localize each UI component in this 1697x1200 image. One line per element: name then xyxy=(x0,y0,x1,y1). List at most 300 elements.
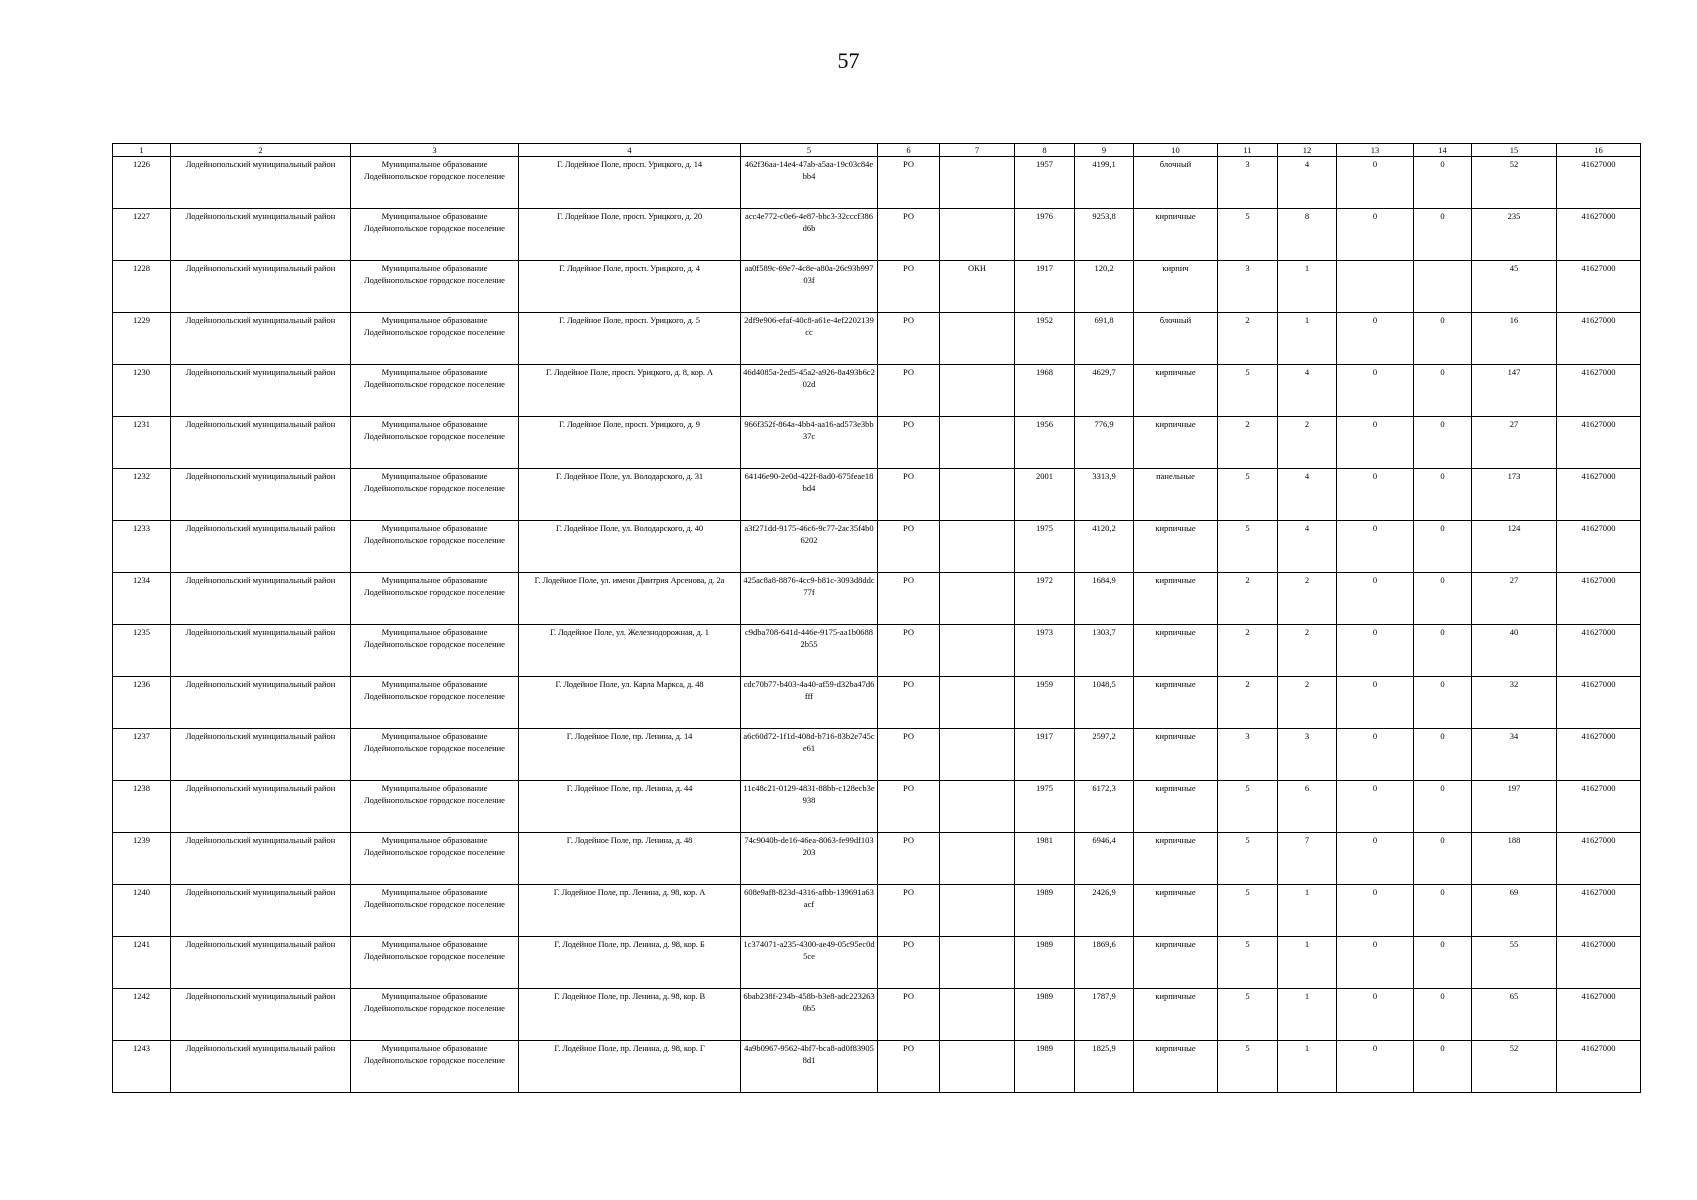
cell-object-id: aa0f589c-69e7-4c8e-a80a-26c93b99703f xyxy=(741,261,878,313)
cell-row-number: 1227 xyxy=(113,209,171,261)
cell-area: 1684,9 xyxy=(1075,573,1134,625)
cell-municipality: Муниципальное образование Лодейнопольское городское поселение xyxy=(351,157,519,209)
cell-wall-material: кирпичные xyxy=(1134,833,1218,885)
table-row xyxy=(113,885,1641,937)
cell-address: Г. Лодейное Поле, просп. Урицкого, д. 8, кор. А xyxy=(519,365,741,417)
cell-address: Г. Лодейное Поле, просп. Урицкого, д. 5 xyxy=(519,313,741,365)
cell-floors: 5 xyxy=(1218,521,1278,573)
cell-row-number: 1242 xyxy=(113,989,171,1041)
cell-object-id: 966f352f-864a-4bb4-aa16-ad573e3bb37c xyxy=(741,417,878,469)
cell-col-14: 0 xyxy=(1414,729,1472,781)
cell-district: Лодейнопольский муниципальный район xyxy=(171,365,351,417)
table-row xyxy=(113,521,1641,573)
cell-address: Г. Лодейное Поле, пр. Ленина, д. 98, кор. А xyxy=(519,885,741,937)
cell-floors: 2 xyxy=(1218,417,1278,469)
cell-oktmo: 41627000 xyxy=(1557,469,1641,521)
cell-col-13: 0 xyxy=(1337,833,1414,885)
cell-status xyxy=(940,885,1015,937)
cell-address: Г. Лодейное Поле, ул. имени Дмитрия Арсенова, д. 2а xyxy=(519,573,741,625)
cell-build-year: 1959 xyxy=(1015,677,1075,729)
cell-floors: 5 xyxy=(1218,209,1278,261)
cell-residents: 52 xyxy=(1472,1041,1557,1093)
cell-address: Г. Лодейное Поле, пр. Ленина, д. 44 xyxy=(519,781,741,833)
cell-wall-material: кирпичные xyxy=(1134,521,1218,573)
cell-row-number: 1231 xyxy=(113,417,171,469)
cell-municipality: Муниципальное образование Лодейнопольское городское поселение xyxy=(351,521,519,573)
cell-build-year: 1975 xyxy=(1015,521,1075,573)
cell-district: Лодейнопольский муниципальный район xyxy=(171,209,351,261)
cell-area: 3313,9 xyxy=(1075,469,1134,521)
cell-residents: 27 xyxy=(1472,417,1557,469)
cell-wall-material: кирпичные xyxy=(1134,625,1218,677)
cell-oktmo: 41627000 xyxy=(1557,1041,1641,1093)
table-row xyxy=(113,833,1641,885)
cell-build-year: 1989 xyxy=(1015,989,1075,1041)
cell-build-year: 1917 xyxy=(1015,261,1075,313)
cell-row-number: 1237 xyxy=(113,729,171,781)
column-header-8: 8 xyxy=(1015,144,1075,157)
cell-wall-material: кирпичные xyxy=(1134,937,1218,989)
cell-build-year: 1957 xyxy=(1015,157,1075,209)
cell-row-number: 1234 xyxy=(113,573,171,625)
column-header-6: 6 xyxy=(878,144,940,157)
cell-object-id: c9dba708-641d-446e-9175-aa1b06882b55 xyxy=(741,625,878,677)
table-row xyxy=(113,313,1641,365)
cell-floors: 5 xyxy=(1218,781,1278,833)
cell-row-number: 1236 xyxy=(113,677,171,729)
column-header-7: 7 xyxy=(940,144,1015,157)
cell-oktmo: 41627000 xyxy=(1557,261,1641,313)
cell-residents: 40 xyxy=(1472,625,1557,677)
cell-status xyxy=(940,937,1015,989)
cell-wall-material: кирпичные xyxy=(1134,209,1218,261)
cell-municipality: Муниципальное образование Лодейнопольское городское поселение xyxy=(351,417,519,469)
cell-residents: 55 xyxy=(1472,937,1557,989)
cell-floors: 2 xyxy=(1218,313,1278,365)
cell-entrances: 2 xyxy=(1278,625,1337,677)
column-header-1: 1 xyxy=(113,144,171,157)
cell-oktmo: 41627000 xyxy=(1557,625,1641,677)
cell-oktmo: 41627000 xyxy=(1557,833,1641,885)
column-header-13: 13 xyxy=(1337,144,1414,157)
cell-row-number: 1241 xyxy=(113,937,171,989)
cell-col-13: 0 xyxy=(1337,417,1414,469)
cell-area: 6946,4 xyxy=(1075,833,1134,885)
cell-municipality: Муниципальное образование Лодейнопольское городское поселение xyxy=(351,729,519,781)
cell-municipality: Муниципальное образование Лодейнопольское городское поселение xyxy=(351,781,519,833)
cell-wall-material: кирпичные xyxy=(1134,885,1218,937)
cell-build-year: 1956 xyxy=(1015,417,1075,469)
cell-district: Лодейнопольский муниципальный район xyxy=(171,573,351,625)
cell-col-14: 0 xyxy=(1414,937,1472,989)
cell-floors: 5 xyxy=(1218,989,1278,1041)
cell-status xyxy=(940,625,1015,677)
cell-municipality: Муниципальное образование Лодейнопольское городское поселение xyxy=(351,885,519,937)
cell-program: РО xyxy=(878,1041,940,1093)
cell-address: Г. Лодейное Поле, просп. Урицкого, д. 14 xyxy=(519,157,741,209)
cell-col-13: 0 xyxy=(1337,313,1414,365)
cell-build-year: 1975 xyxy=(1015,781,1075,833)
cell-col-14: 0 xyxy=(1414,365,1472,417)
cell-district: Лодейнопольский муниципальный район xyxy=(171,729,351,781)
column-header-16: 16 xyxy=(1557,144,1641,157)
cell-col-13: 0 xyxy=(1337,521,1414,573)
cell-entrances: 4 xyxy=(1278,469,1337,521)
cell-object-id: acc4e772-c0e6-4e87-bbc3-32cccf386d6b xyxy=(741,209,878,261)
cell-floors: 5 xyxy=(1218,365,1278,417)
cell-oktmo: 41627000 xyxy=(1557,989,1641,1041)
table-row xyxy=(113,781,1641,833)
cell-status xyxy=(940,365,1015,417)
cell-residents: 45 xyxy=(1472,261,1557,313)
cell-floors: 5 xyxy=(1218,885,1278,937)
column-header-14: 14 xyxy=(1414,144,1472,157)
cell-build-year: 1981 xyxy=(1015,833,1075,885)
cell-floors: 2 xyxy=(1218,625,1278,677)
cell-object-id: a3f271dd-9175-46c6-9c77-2ac35f4b06202 xyxy=(741,521,878,573)
table-row xyxy=(113,365,1641,417)
cell-col-14: 0 xyxy=(1414,677,1472,729)
cell-residents: 173 xyxy=(1472,469,1557,521)
cell-col-13: 0 xyxy=(1337,157,1414,209)
cell-entrances: 2 xyxy=(1278,573,1337,625)
cell-area: 2426,9 xyxy=(1075,885,1134,937)
cell-row-number: 1235 xyxy=(113,625,171,677)
cell-entrances: 1 xyxy=(1278,937,1337,989)
table-row xyxy=(113,261,1641,313)
cell-wall-material: панельные xyxy=(1134,469,1218,521)
cell-col-13: 0 xyxy=(1337,677,1414,729)
cell-district: Лодейнопольский муниципальный район xyxy=(171,625,351,677)
cell-address: Г. Лодейное Поле, ул. Володарского, д. 31 xyxy=(519,469,741,521)
cell-oktmo: 41627000 xyxy=(1557,157,1641,209)
cell-floors: 2 xyxy=(1218,573,1278,625)
column-number-row xyxy=(113,144,1641,157)
cell-oktmo: 41627000 xyxy=(1557,937,1641,989)
cell-status xyxy=(940,573,1015,625)
cell-address: Г. Лодейное Поле, ул. Володарского, д. 40 xyxy=(519,521,741,573)
cell-residents: 34 xyxy=(1472,729,1557,781)
cell-status: ОКН xyxy=(940,261,1015,313)
cell-col-13: 0 xyxy=(1337,781,1414,833)
cell-col-14: 0 xyxy=(1414,625,1472,677)
cell-build-year: 1968 xyxy=(1015,365,1075,417)
cell-program: РО xyxy=(878,573,940,625)
cell-col-14: 0 xyxy=(1414,781,1472,833)
cell-col-14: 0 xyxy=(1414,1041,1472,1093)
cell-residents: 197 xyxy=(1472,781,1557,833)
cell-oktmo: 41627000 xyxy=(1557,781,1641,833)
page-number: 57 xyxy=(837,48,860,73)
cell-program: РО xyxy=(878,417,940,469)
cell-build-year: 1989 xyxy=(1015,885,1075,937)
cell-area: 1303,7 xyxy=(1075,625,1134,677)
cell-residents: 27 xyxy=(1472,573,1557,625)
table-row xyxy=(113,677,1641,729)
cell-municipality: Муниципальное образование Лодейнопольское городское поселение xyxy=(351,833,519,885)
cell-district: Лодейнопольский муниципальный район xyxy=(171,781,351,833)
cell-col-14: 0 xyxy=(1414,521,1472,573)
cell-area: 1787,9 xyxy=(1075,989,1134,1041)
cell-col-13 xyxy=(1337,261,1414,313)
cell-district: Лодейнопольский муниципальный район xyxy=(171,157,351,209)
table-body xyxy=(113,157,1641,1093)
cell-build-year: 1976 xyxy=(1015,209,1075,261)
cell-object-id: 6bab238f-234b-458b-b3e8-adc2232630b5 xyxy=(741,989,878,1041)
cell-municipality: Муниципальное образование Лодейнопольское городское поселение xyxy=(351,313,519,365)
cell-col-14: 0 xyxy=(1414,209,1472,261)
cell-program: РО xyxy=(878,781,940,833)
cell-municipality: Муниципальное образование Лодейнопольское городское поселение xyxy=(351,469,519,521)
cell-entrances: 1 xyxy=(1278,261,1337,313)
cell-district: Лодейнопольский муниципальный район xyxy=(171,313,351,365)
cell-residents: 65 xyxy=(1472,989,1557,1041)
cell-district: Лодейнопольский муниципальный район xyxy=(171,469,351,521)
cell-district: Лодейнопольский муниципальный район xyxy=(171,885,351,937)
cell-address: Г. Лодейное Поле, просп. Урицкого, д. 20 xyxy=(519,209,741,261)
cell-wall-material: блочный xyxy=(1134,157,1218,209)
cell-object-id: 64146e90-2e0d-422f-8ad0-675feae18bd4 xyxy=(741,469,878,521)
table-row xyxy=(113,729,1641,781)
cell-status xyxy=(940,209,1015,261)
cell-municipality: Муниципальное образование Лодейнопольское городское поселение xyxy=(351,261,519,313)
cell-entrances: 4 xyxy=(1278,365,1337,417)
cell-build-year: 1917 xyxy=(1015,729,1075,781)
cell-area: 9253,8 xyxy=(1075,209,1134,261)
cell-municipality: Муниципальное образование Лодейнопольское городское поселение xyxy=(351,937,519,989)
column-header-12: 12 xyxy=(1278,144,1337,157)
cell-program: РО xyxy=(878,313,940,365)
cell-status xyxy=(940,469,1015,521)
cell-object-id: a6c60d72-1f1d-408d-b716-83b2e745ce61 xyxy=(741,729,878,781)
column-header-3: 3 xyxy=(351,144,519,157)
cell-status xyxy=(940,989,1015,1041)
cell-col-13: 0 xyxy=(1337,989,1414,1041)
cell-col-13: 0 xyxy=(1337,937,1414,989)
cell-area: 4120,2 xyxy=(1075,521,1134,573)
cell-wall-material: кирпичные xyxy=(1134,365,1218,417)
cell-build-year: 1989 xyxy=(1015,1041,1075,1093)
cell-district: Лодейнопольский муниципальный район xyxy=(171,677,351,729)
cell-status xyxy=(940,313,1015,365)
cell-status xyxy=(940,417,1015,469)
column-header-11: 11 xyxy=(1218,144,1278,157)
cell-municipality: Муниципальное образование Лодейнопольское городское поселение xyxy=(351,573,519,625)
column-header-10: 10 xyxy=(1134,144,1218,157)
cell-object-id: 1c374071-a235-4300-ae49-05c95ec0d5ce xyxy=(741,937,878,989)
cell-row-number: 1232 xyxy=(113,469,171,521)
cell-row-number: 1229 xyxy=(113,313,171,365)
cell-wall-material: кирпичные xyxy=(1134,781,1218,833)
cell-program: РО xyxy=(878,521,940,573)
cell-floors: 3 xyxy=(1218,157,1278,209)
cell-oktmo: 41627000 xyxy=(1557,209,1641,261)
cell-entrances: 1 xyxy=(1278,989,1337,1041)
cell-build-year: 1973 xyxy=(1015,625,1075,677)
cell-status xyxy=(940,781,1015,833)
cell-area: 1048,5 xyxy=(1075,677,1134,729)
cell-wall-material: кирпичные xyxy=(1134,1041,1218,1093)
cell-floors: 5 xyxy=(1218,469,1278,521)
cell-address: Г. Лодейное Поле, пр. Ленина, д. 98, кор. В xyxy=(519,989,741,1041)
cell-col-14: 0 xyxy=(1414,573,1472,625)
cell-residents: 124 xyxy=(1472,521,1557,573)
cell-district: Лодейнопольский муниципальный район xyxy=(171,833,351,885)
cell-row-number: 1230 xyxy=(113,365,171,417)
cell-wall-material: кирпичные xyxy=(1134,729,1218,781)
cell-address: Г. Лодейное Поле, просп. Урицкого, д. 9 xyxy=(519,417,741,469)
column-header-4: 4 xyxy=(519,144,741,157)
cell-object-id: 74c9040b-de16-46ea-8063-fe99df103203 xyxy=(741,833,878,885)
cell-address: Г. Лодейное Поле, просп. Урицкого, д. 4 xyxy=(519,261,741,313)
cell-status xyxy=(940,1041,1015,1093)
cell-area: 1869,6 xyxy=(1075,937,1134,989)
cell-object-id: 608e9af8-823d-4316-afbb-139691a63acf xyxy=(741,885,878,937)
cell-object-id: 462f36aa-14e4-47ab-a5aa-19c03c84ebb4 xyxy=(741,157,878,209)
cell-program: РО xyxy=(878,677,940,729)
cell-wall-material: кирпич xyxy=(1134,261,1218,313)
cell-oktmo: 41627000 xyxy=(1557,417,1641,469)
cell-col-13: 0 xyxy=(1337,209,1414,261)
cell-residents: 16 xyxy=(1472,313,1557,365)
cell-oktmo: 41627000 xyxy=(1557,573,1641,625)
cell-municipality: Муниципальное образование Лодейнопольское городское поселение xyxy=(351,677,519,729)
cell-program: РО xyxy=(878,261,940,313)
cell-municipality: Муниципальное образование Лодейнопольское городское поселение xyxy=(351,625,519,677)
cell-area: 691,8 xyxy=(1075,313,1134,365)
cell-wall-material: кирпичные xyxy=(1134,417,1218,469)
cell-oktmo: 41627000 xyxy=(1557,365,1641,417)
cell-oktmo: 41627000 xyxy=(1557,677,1641,729)
cell-object-id: cdc70b77-b403-4a40-af59-d32ba47d6fff xyxy=(741,677,878,729)
cell-district: Лодейнопольский муниципальный район xyxy=(171,261,351,313)
cell-district: Лодейнопольский муниципальный район xyxy=(171,417,351,469)
cell-entrances: 1 xyxy=(1278,313,1337,365)
cell-entrances: 6 xyxy=(1278,781,1337,833)
cell-wall-material: кирпичные xyxy=(1134,989,1218,1041)
cell-oktmo: 41627000 xyxy=(1557,313,1641,365)
table-row xyxy=(113,209,1641,261)
cell-district: Лодейнопольский муниципальный район xyxy=(171,989,351,1041)
cell-status xyxy=(940,157,1015,209)
cell-build-year: 1989 xyxy=(1015,937,1075,989)
cell-object-id: 2df9e906-efaf-40c8-a61e-4ef2202139cc xyxy=(741,313,878,365)
cell-area: 4199,1 xyxy=(1075,157,1134,209)
cell-program: РО xyxy=(878,209,940,261)
cell-col-14: 0 xyxy=(1414,469,1472,521)
cell-col-14: 0 xyxy=(1414,885,1472,937)
cell-col-13: 0 xyxy=(1337,365,1414,417)
cell-status xyxy=(940,729,1015,781)
cell-col-14: 0 xyxy=(1414,157,1472,209)
cell-status xyxy=(940,521,1015,573)
cell-col-13: 0 xyxy=(1337,625,1414,677)
cell-row-number: 1239 xyxy=(113,833,171,885)
cell-district: Лодейнопольский муниципальный район xyxy=(171,521,351,573)
cell-residents: 235 xyxy=(1472,209,1557,261)
cell-build-year: 1972 xyxy=(1015,573,1075,625)
cell-residents: 188 xyxy=(1472,833,1557,885)
cell-municipality: Муниципальное образование Лодейнопольское городское поселение xyxy=(351,1041,519,1093)
cell-floors: 5 xyxy=(1218,937,1278,989)
column-header-9: 9 xyxy=(1075,144,1134,157)
cell-municipality: Муниципальное образование Лодейнопольское городское поселение xyxy=(351,209,519,261)
cell-col-13: 0 xyxy=(1337,573,1414,625)
cell-program: РО xyxy=(878,989,940,1041)
cell-row-number: 1233 xyxy=(113,521,171,573)
cell-object-id: 46d4085a-2ed5-45a2-a926-8a493b6c202d xyxy=(741,365,878,417)
cell-entrances: 7 xyxy=(1278,833,1337,885)
housing-registry-table xyxy=(112,143,1641,1093)
cell-entrances: 8 xyxy=(1278,209,1337,261)
cell-entrances: 4 xyxy=(1278,521,1337,573)
cell-program: РО xyxy=(878,833,940,885)
table-row xyxy=(113,157,1641,209)
cell-floors: 3 xyxy=(1218,729,1278,781)
cell-program: РО xyxy=(878,885,940,937)
cell-floors: 3 xyxy=(1218,261,1278,313)
cell-area: 120,2 xyxy=(1075,261,1134,313)
cell-row-number: 1240 xyxy=(113,885,171,937)
column-header-2: 2 xyxy=(171,144,351,157)
cell-build-year: 2001 xyxy=(1015,469,1075,521)
cell-object-id: 4a9b0967-9562-4bf7-bca8-ad0f839058d1 xyxy=(741,1041,878,1093)
cell-floors: 5 xyxy=(1218,833,1278,885)
cell-residents: 147 xyxy=(1472,365,1557,417)
cell-entrances: 1 xyxy=(1278,885,1337,937)
cell-col-14: 0 xyxy=(1414,833,1472,885)
cell-wall-material: кирпичные xyxy=(1134,573,1218,625)
cell-municipality: Муниципальное образование Лодейнопольское городское поселение xyxy=(351,365,519,417)
cell-col-13: 0 xyxy=(1337,1041,1414,1093)
cell-wall-material: кирпичные xyxy=(1134,677,1218,729)
cell-col-13: 0 xyxy=(1337,469,1414,521)
cell-address: Г. Лодейное Поле, ул. Железнодорожная, д. 1 xyxy=(519,625,741,677)
cell-entrances: 4 xyxy=(1278,157,1337,209)
cell-floors: 5 xyxy=(1218,1041,1278,1093)
cell-entrances: 3 xyxy=(1278,729,1337,781)
cell-object-id: 11c48c21-0129-4831-88bb-c128ecb3e938 xyxy=(741,781,878,833)
cell-program: РО xyxy=(878,157,940,209)
cell-row-number: 1228 xyxy=(113,261,171,313)
cell-status xyxy=(940,833,1015,885)
cell-col-13: 0 xyxy=(1337,729,1414,781)
cell-program: РО xyxy=(878,365,940,417)
cell-row-number: 1243 xyxy=(113,1041,171,1093)
cell-area: 4629,7 xyxy=(1075,365,1134,417)
cell-address: Г. Лодейное Поле, пр. Ленина, д. 98, кор. Г xyxy=(519,1041,741,1093)
cell-wall-material: блочный xyxy=(1134,313,1218,365)
cell-program: РО xyxy=(878,937,940,989)
cell-status xyxy=(940,677,1015,729)
table-row xyxy=(113,573,1641,625)
table-row xyxy=(113,989,1641,1041)
cell-col-14 xyxy=(1414,261,1472,313)
cell-program: РО xyxy=(878,469,940,521)
column-header-5: 5 xyxy=(741,144,878,157)
cell-area: 776,9 xyxy=(1075,417,1134,469)
cell-address: Г. Лодейное Поле, пр. Ленина, д. 14 xyxy=(519,729,741,781)
cell-area: 1825,9 xyxy=(1075,1041,1134,1093)
cell-residents: 32 xyxy=(1472,677,1557,729)
cell-address: Г. Лодейное Поле, пр. Ленина, д. 48 xyxy=(519,833,741,885)
cell-row-number: 1226 xyxy=(113,157,171,209)
table-row xyxy=(113,417,1641,469)
cell-entrances: 2 xyxy=(1278,417,1337,469)
column-header-15: 15 xyxy=(1472,144,1557,157)
cell-object-id: 425ac8a8-8876-4cc9-b81c-3093d8ddc77f xyxy=(741,573,878,625)
cell-col-14: 0 xyxy=(1414,417,1472,469)
